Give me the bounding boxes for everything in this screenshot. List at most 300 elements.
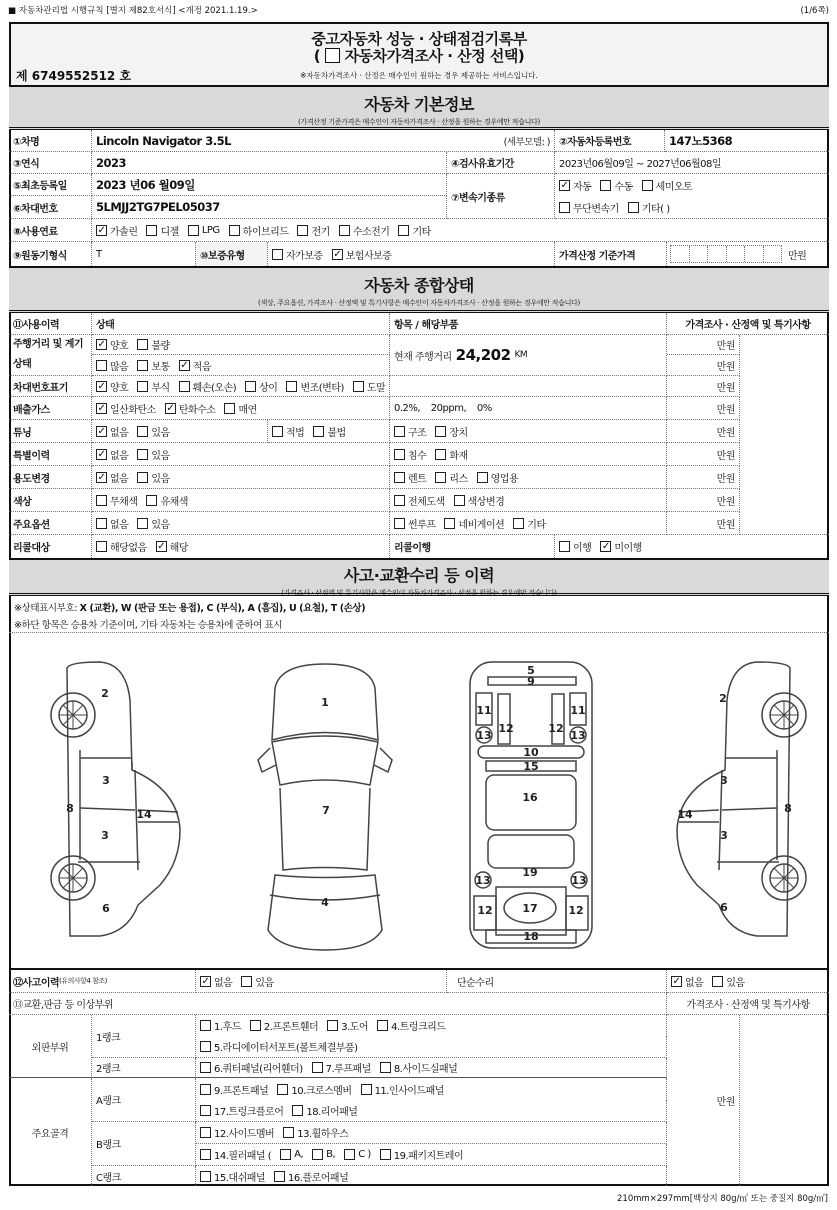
current-mileage: [390, 335, 667, 376]
checkbox-item[interactable]: [146, 223, 178, 238]
checkbox-item[interactable]: [327, 1018, 368, 1033]
part-label: 3: [101, 829, 109, 842]
checkbox-item[interactable]: [286, 379, 343, 394]
checkbox-item[interactable]: [179, 358, 211, 373]
checkbox-item[interactable]: [137, 424, 169, 439]
legend-codes: X (교환), W (판금 또는 용접), C (부식), A (흠집), U (요철), T (손상): [79, 603, 366, 614]
checkbox-empty-icon[interactable]: [327, 1020, 338, 1031]
checkbox-item[interactable]: [353, 379, 385, 394]
rank2-checks: [196, 1058, 667, 1078]
price-notes-area[interactable]: [740, 1015, 829, 1186]
checkbox-item[interactable]: [137, 358, 169, 373]
checkbox-empty-icon[interactable]: [394, 518, 405, 529]
checkbox-label: 9.프론트패널: [214, 1085, 269, 1097]
part-label: 6: [102, 902, 110, 915]
checkbox-item[interactable]: [513, 516, 545, 531]
base-price-field[interactable]: [667, 242, 829, 266]
subtitle-text: 자동차가격조사 · 산정 선택): [344, 47, 525, 65]
checkbox-checked-icon[interactable]: ✓: [201, 975, 210, 987]
checkbox-item[interactable]: [600, 178, 632, 193]
checkbox-item[interactable]: [200, 1082, 268, 1097]
checkbox-item[interactable]: [272, 247, 323, 262]
pillar-check: [200, 1147, 280, 1162]
warranty-checks: [268, 242, 555, 266]
checkbox-label: A,: [294, 1149, 304, 1160]
checkbox-label: 장치: [449, 427, 468, 439]
price-survey-checkbox[interactable]: [325, 48, 340, 63]
checkbox-item[interactable]: [200, 1103, 283, 1118]
checkbox-empty-icon[interactable]: [146, 495, 157, 506]
part-label: 8: [784, 802, 792, 815]
checkbox-empty-icon[interactable]: [200, 1105, 211, 1116]
checkbox-item[interactable]: [96, 337, 128, 352]
checkbox-empty-icon[interactable]: [513, 518, 524, 529]
transmission-checks-2: [555, 196, 829, 219]
checkbox-checked-icon[interactable]: ✓: [601, 541, 610, 552]
mileage-unit: KM: [514, 350, 528, 360]
checkbox-label: 수동: [614, 181, 633, 193]
label-base-price: 가격산정 기준가격: [555, 242, 667, 266]
part-label: 3: [720, 829, 728, 842]
price-unit: 만원: [667, 355, 740, 376]
car-diagram[interactable]: [9, 632, 829, 970]
checkbox-empty-icon[interactable]: [344, 1149, 355, 1160]
checkbox-item[interactable]: [200, 1060, 303, 1075]
label-rankA: A랭크: [92, 1078, 196, 1122]
service-note: ※자동차가격조사 · 산정은 매수인이 원하는 경우 제공하는 서비스입니다.: [300, 71, 538, 80]
checkbox-label: 변조(변타): [300, 382, 344, 394]
checkbox-empty-icon[interactable]: [274, 1171, 285, 1182]
legend-line: [14, 600, 365, 614]
checkbox-item[interactable]: [394, 516, 435, 531]
checkbox-empty-icon[interactable]: [224, 403, 235, 414]
checkbox-item[interactable]: [272, 424, 304, 439]
accident-history-checks: [196, 970, 447, 993]
checkbox-item[interactable]: [283, 1125, 348, 1140]
price-unit: 만원: [667, 376, 740, 397]
checkbox-empty-icon[interactable]: [394, 426, 405, 437]
label-tuning: 튜닝: [9, 420, 92, 443]
label-main-options: 주요옵션: [9, 512, 92, 535]
checkbox-item[interactable]: [394, 424, 426, 439]
checkbox-item[interactable]: [671, 974, 703, 989]
checkbox-item[interactable]: [312, 1060, 371, 1075]
section-overall-status: [9, 266, 829, 313]
checkbox-item[interactable]: [435, 424, 467, 439]
checkbox-label: 상이: [259, 382, 278, 394]
checkbox-empty-icon[interactable]: [642, 180, 653, 191]
checkbox-item[interactable]: [394, 447, 426, 462]
checkbox-item[interactable]: [200, 1169, 265, 1184]
checkbox-empty-icon[interactable]: [137, 426, 148, 437]
label-first-registration: ⑤최초등록일: [9, 174, 92, 196]
checkbox-item[interactable]: [137, 516, 169, 531]
section-title: 자동차 종합상태: [364, 276, 474, 295]
checkbox-empty-icon[interactable]: [444, 518, 455, 529]
checkbox-item[interactable]: [96, 516, 128, 531]
checkbox-label: 14.필러패널 (: [214, 1151, 272, 1162]
checkbox-item[interactable]: [200, 1018, 241, 1033]
checkbox-item[interactable]: [245, 379, 277, 394]
checkbox-item[interactable]: [559, 539, 591, 554]
checkbox-label: B,: [326, 1149, 336, 1160]
label-damaged-parts: ⑬교환,판금 등 이상부위: [9, 993, 667, 1015]
checkbox-label: 렌트: [408, 473, 427, 485]
rankA-checks-1: [196, 1078, 667, 1100]
checkbox-empty-icon[interactable]: [312, 1149, 323, 1160]
checkbox-empty-icon[interactable]: [394, 472, 405, 483]
checkbox-item[interactable]: [332, 247, 392, 262]
checkbox-item[interactable]: [292, 1103, 357, 1118]
header-usage-history: ⑪사용이력: [9, 313, 92, 335]
checkbox-label: 해당없음: [110, 543, 147, 554]
checkbox-checked-icon[interactable]: ✓: [166, 402, 175, 414]
checkbox-empty-icon[interactable]: [313, 426, 324, 437]
part-label: 7: [322, 804, 330, 817]
label-accident-history: [9, 970, 196, 993]
checkbox-item[interactable]: [454, 493, 505, 508]
checkbox-item[interactable]: [96, 223, 137, 238]
emission-values: 0.2%, 20ppm, 0%: [390, 397, 667, 420]
checkbox-label: 없음: [110, 473, 129, 485]
checkbox-empty-icon[interactable]: [286, 381, 297, 392]
checkbox-checked-icon[interactable]: ✓: [180, 359, 189, 371]
checkbox-item[interactable]: [96, 493, 137, 508]
checkbox-empty-icon[interactable]: [377, 1020, 388, 1031]
checkbox-item[interactable]: [435, 470, 467, 485]
checkbox-item[interactable]: [96, 401, 156, 416]
checkbox-item[interactable]: [200, 1147, 271, 1162]
checkbox-item[interactable]: [380, 1060, 458, 1075]
checkbox-item[interactable]: [96, 539, 147, 554]
mileage-prefix: 현재 주행거리: [394, 351, 452, 363]
checkbox-item[interactable]: [280, 1147, 303, 1162]
checkbox-empty-icon[interactable]: [277, 1084, 288, 1095]
checkbox-empty-icon[interactable]: [146, 225, 157, 236]
checkbox-item[interactable]: [156, 539, 188, 554]
checkbox-item[interactable]: [137, 379, 169, 394]
price-notes-area[interactable]: [740, 335, 829, 535]
base-price-unit: 만원: [788, 250, 807, 262]
checkbox-label: 17.트렁크플로어: [214, 1107, 284, 1118]
checkbox-item[interactable]: [559, 178, 591, 193]
checkbox-checked-icon[interactable]: ✓: [672, 975, 681, 987]
checkbox-empty-icon[interactable]: [398, 225, 409, 236]
checkbox-item[interactable]: [361, 1082, 444, 1097]
page-number: (1/6쪽): [800, 6, 829, 16]
checkbox-empty-icon[interactable]: [292, 1105, 303, 1116]
checkbox-label: 없음: [214, 977, 233, 989]
checkbox-item[interactable]: [274, 1169, 348, 1184]
transmission-checks-1: [555, 174, 829, 196]
checkbox-item[interactable]: [339, 223, 390, 238]
label-rankB: B랭크: [92, 1122, 196, 1166]
checkbox-empty-icon[interactable]: [477, 472, 488, 483]
checkbox-label: 양호: [110, 382, 129, 394]
checkbox-item[interactable]: [96, 447, 128, 462]
checkbox-empty-icon[interactable]: [200, 1062, 211, 1073]
checkbox-label: 적법: [286, 427, 305, 439]
checkbox-label: 18.리어패널: [306, 1107, 358, 1118]
checkbox-label: 적음: [192, 361, 211, 373]
checkbox-empty-icon[interactable]: [435, 449, 446, 460]
checkbox-empty-icon[interactable]: [353, 381, 364, 392]
checkbox-empty-icon[interactable]: [280, 1149, 291, 1160]
checkbox-item[interactable]: [559, 200, 619, 215]
checkbox-item[interactable]: [250, 1018, 318, 1033]
checkbox-item[interactable]: [377, 1018, 445, 1033]
checkbox-checked-icon[interactable]: ✓: [560, 179, 569, 191]
checkbox-item[interactable]: [277, 1082, 351, 1097]
checkbox-empty-icon[interactable]: [200, 1020, 211, 1031]
part-label: 12: [477, 904, 493, 917]
label-inspection: ④검사유효기간: [447, 152, 555, 174]
rankB-checks-2: [196, 1144, 667, 1166]
checkbox-item[interactable]: [642, 178, 693, 193]
regulation-header: ■ 자동차관리법 시행규칙 [별지 제82호서식] <개정 2021.1.19.>: [8, 6, 258, 16]
checkbox-empty-icon[interactable]: [188, 225, 199, 236]
section-title: 자동차 기본정보: [364, 95, 474, 114]
section-note: (가격조사 · 산정액 및 특기사항은 매수인이 자동차가격조사 · 산정을 원하는 경우에만 적습니다): [281, 589, 557, 597]
checkbox-item[interactable]: [96, 379, 128, 394]
checkbox-empty-icon[interactable]: [272, 249, 283, 260]
checkbox-empty-icon[interactable]: [179, 381, 190, 392]
part-label: 12: [548, 722, 564, 735]
checkbox-empty-icon[interactable]: [380, 1062, 391, 1073]
part-label: 13: [570, 729, 586, 742]
checkbox-empty-icon[interactable]: [200, 1041, 211, 1052]
checkbox-checked-icon[interactable]: ✓: [97, 224, 106, 236]
checkbox-label: 없음: [110, 450, 129, 462]
checkbox-label: 11.인사이드패널: [374, 1085, 444, 1097]
legend-prefix: ※상태표시부호:: [14, 603, 80, 614]
inspection-period: 2023년06월09일 ~ 2027년06월08일: [555, 152, 829, 174]
checkbox-empty-icon[interactable]: [96, 360, 107, 371]
checkbox-item[interactable]: [229, 223, 289, 238]
label-rank2: 2랭크: [92, 1058, 196, 1078]
checkbox-checked-icon[interactable]: ✓: [97, 402, 106, 414]
checkbox-label: 양호: [110, 341, 129, 352]
label-registration: ②자동차등록번호: [555, 130, 665, 152]
checkbox-item[interactable]: [394, 470, 426, 485]
label-engine: ⑨원동기형식: [9, 242, 92, 266]
section-note: (색상, 주요옵션, 가격조사 · 산정액 및 특기사항은 매수인이 자동차가격조사 · 산정을 원하는 경우에만 적습니다): [258, 299, 580, 307]
checkbox-label: 8.사이드실패널: [393, 1064, 458, 1075]
price-unit: 만원: [667, 1015, 740, 1186]
price-digit-boxes[interactable]: [670, 245, 782, 263]
checkbox-item[interactable]: [96, 424, 128, 439]
price-unit: 만원: [667, 489, 740, 512]
checkbox-item[interactable]: [297, 223, 329, 238]
paper-spec: 210mm×297mm[백상지 80g/㎡ 또는 중질지 80g/㎡]: [617, 1194, 828, 1204]
checkbox-item[interactable]: [137, 470, 169, 485]
checkbox-item[interactable]: [224, 401, 256, 416]
checkbox-item[interactable]: [380, 1147, 463, 1162]
checkbox-empty-icon[interactable]: [200, 1127, 211, 1138]
left-side-view: [51, 662, 180, 936]
header-price-notes: 가격조사 · 산정액 및 특기사항: [667, 313, 829, 335]
checkbox-empty-icon[interactable]: [628, 202, 639, 213]
checkbox-item[interactable]: [628, 200, 670, 215]
part-label: 10: [523, 746, 539, 759]
checkbox-checked-icon[interactable]: ✓: [157, 541, 166, 552]
checkbox-label: 많음: [110, 361, 129, 373]
checkbox-item[interactable]: [188, 225, 220, 236]
engine-type: T: [92, 242, 196, 266]
checkbox-item[interactable]: [165, 401, 216, 416]
checkbox-empty-icon[interactable]: [137, 472, 148, 483]
checkbox-label: 하이브리드: [242, 226, 289, 238]
checkbox-empty-icon[interactable]: [283, 1127, 294, 1138]
checkbox-empty-icon[interactable]: [96, 495, 107, 506]
checkbox-label: LPG: [201, 224, 220, 236]
checkbox-item[interactable]: [312, 1147, 335, 1162]
checkbox-empty-icon[interactable]: [454, 495, 465, 506]
checkbox-empty-icon[interactable]: [229, 225, 240, 236]
paren-open: (: [313, 47, 321, 65]
pillar-sub-checks: [280, 1147, 472, 1162]
checkbox-empty-icon[interactable]: [137, 339, 148, 350]
checkbox-item[interactable]: [96, 358, 128, 373]
checkbox-empty-icon[interactable]: [137, 381, 148, 392]
checkbox-label: 자동: [573, 181, 592, 193]
part-label: 9: [527, 675, 535, 688]
checkbox-item[interactable]: [200, 1125, 274, 1140]
checkbox-label: 15.대쉬패널: [214, 1172, 266, 1184]
checkbox-label: 있음: [255, 977, 274, 989]
checkbox-empty-icon[interactable]: [272, 426, 283, 437]
checkbox-empty-icon[interactable]: [245, 381, 256, 392]
checkbox-label: 없음: [110, 427, 129, 439]
part-label: 5: [527, 664, 535, 677]
label-year: ③연식: [9, 152, 92, 174]
checkbox-item[interactable]: [394, 493, 445, 508]
checkbox-item[interactable]: [600, 539, 641, 554]
part-label: 6: [720, 901, 728, 914]
mileage-check-2: [92, 355, 390, 376]
rankC-checks: [196, 1166, 667, 1186]
checkbox-label: 3.도어: [341, 1022, 369, 1033]
checkbox-label: 19.패키지트레이: [393, 1151, 464, 1162]
checkbox-label: 4.트렁크리드: [391, 1022, 446, 1033]
checkbox-item[interactable]: [137, 337, 169, 352]
form-subtitle: [9, 45, 829, 66]
checkbox-empty-icon[interactable]: [559, 541, 570, 552]
label-vin-mark: 차대번호표기: [9, 376, 92, 397]
checkbox-checked-icon[interactable]: ✓: [97, 448, 106, 460]
checkbox-label: 색상변경: [467, 496, 505, 508]
checkbox-empty-icon[interactable]: [137, 360, 148, 371]
checkbox-label: 이행: [573, 543, 592, 554]
checkbox-label: 7.루프패널: [325, 1064, 371, 1075]
part-label: 3: [102, 774, 110, 787]
part-label: 13: [475, 874, 491, 887]
checkbox-checked-icon[interactable]: ✓: [97, 380, 106, 392]
checkbox-empty-icon[interactable]: [96, 541, 107, 552]
checkbox-checked-icon[interactable]: ✓: [97, 425, 106, 437]
checkbox-empty-icon[interactable]: [297, 225, 308, 236]
checkbox-empty-icon[interactable]: [339, 225, 350, 236]
checkbox-label: 불법: [327, 427, 346, 439]
checkbox-empty-icon[interactable]: [200, 1084, 211, 1095]
checkbox-empty-icon[interactable]: [312, 1062, 323, 1073]
checkbox-empty-icon[interactable]: [394, 495, 405, 506]
checkbox-label: 자가보증: [286, 250, 323, 262]
checkbox-item[interactable]: [146, 493, 187, 508]
checkbox-empty-icon[interactable]: [435, 426, 446, 437]
checkbox-item[interactable]: [344, 1147, 371, 1162]
checkbox-empty-icon[interactable]: [435, 472, 446, 483]
vin-value: 5LMJJ2TG7PEL05037: [92, 196, 447, 219]
checkbox-label: 10.크로스멤버: [291, 1085, 352, 1097]
price-unit: 만원: [667, 397, 740, 420]
checkbox-empty-icon[interactable]: [241, 976, 252, 987]
checkbox-item[interactable]: [398, 223, 430, 238]
part-label: 11: [476, 704, 492, 717]
part-label: 12: [498, 722, 514, 735]
checkbox-empty-icon[interactable]: [361, 1084, 372, 1095]
checkbox-item[interactable]: [200, 1039, 358, 1054]
checkbox-checked-icon[interactable]: ✓: [97, 471, 106, 483]
label-mileage: 주행거리 및 계기상태: [9, 335, 92, 376]
checkbox-item[interactable]: [477, 470, 518, 485]
part-label: 14: [677, 808, 693, 821]
checkbox-empty-icon[interactable]: [380, 1149, 391, 1160]
checkbox-label: 불량: [151, 341, 170, 352]
label-vin: ⑥차대번호: [9, 196, 92, 219]
first-registration-date: 2023 년06 월09일: [92, 174, 447, 196]
checkbox-label: 전체도색: [408, 496, 445, 508]
checkbox-empty-icon[interactable]: [712, 976, 723, 987]
label-warranty: ⑩보증유형: [196, 242, 268, 266]
part-label: 8: [66, 802, 74, 815]
checkbox-checked-icon[interactable]: ✓: [97, 339, 106, 350]
checkbox-empty-icon[interactable]: [250, 1020, 261, 1031]
checkbox-label: 네비게이션: [458, 519, 505, 531]
checkbox-empty-icon[interactable]: [394, 449, 405, 460]
checkbox-empty-icon[interactable]: [559, 202, 570, 213]
checkbox-empty-icon[interactable]: [200, 1149, 211, 1160]
checkbox-empty-icon[interactable]: [137, 518, 148, 529]
checkbox-item[interactable]: [137, 447, 169, 462]
checkbox-item[interactable]: [435, 447, 467, 462]
checkbox-empty-icon[interactable]: [96, 518, 107, 529]
checkbox-item[interactable]: [712, 974, 744, 989]
checkbox-item[interactable]: [241, 974, 273, 989]
checkbox-empty-icon[interactable]: [600, 180, 611, 191]
right-side-view: [677, 662, 806, 936]
part-label: 2: [719, 692, 727, 705]
checkbox-label: 해당: [169, 543, 188, 554]
header-state: 상태: [92, 313, 390, 335]
label-recall: 리콜대상: [9, 535, 92, 558]
checkbox-item[interactable]: [200, 974, 232, 989]
vin-mark-checks: [92, 376, 390, 397]
checkbox-empty-icon[interactable]: [137, 449, 148, 460]
checkbox-item[interactable]: [179, 379, 236, 394]
checkbox-item[interactable]: [444, 516, 504, 531]
checkbox-item[interactable]: [96, 470, 128, 485]
label-usage-change: 용도변경: [9, 466, 92, 489]
checkbox-item[interactable]: [313, 424, 345, 439]
checkbox-label: 있음: [151, 427, 170, 439]
checkbox-empty-icon[interactable]: [200, 1171, 211, 1182]
checkbox-label: 침수: [408, 450, 427, 462]
checkbox-checked-icon[interactable]: ✓: [333, 248, 342, 260]
label-color: 색상: [9, 489, 92, 512]
record-number: 제 6749552512 호: [16, 69, 132, 83]
detail-model: (세부모델: ): [503, 136, 550, 148]
